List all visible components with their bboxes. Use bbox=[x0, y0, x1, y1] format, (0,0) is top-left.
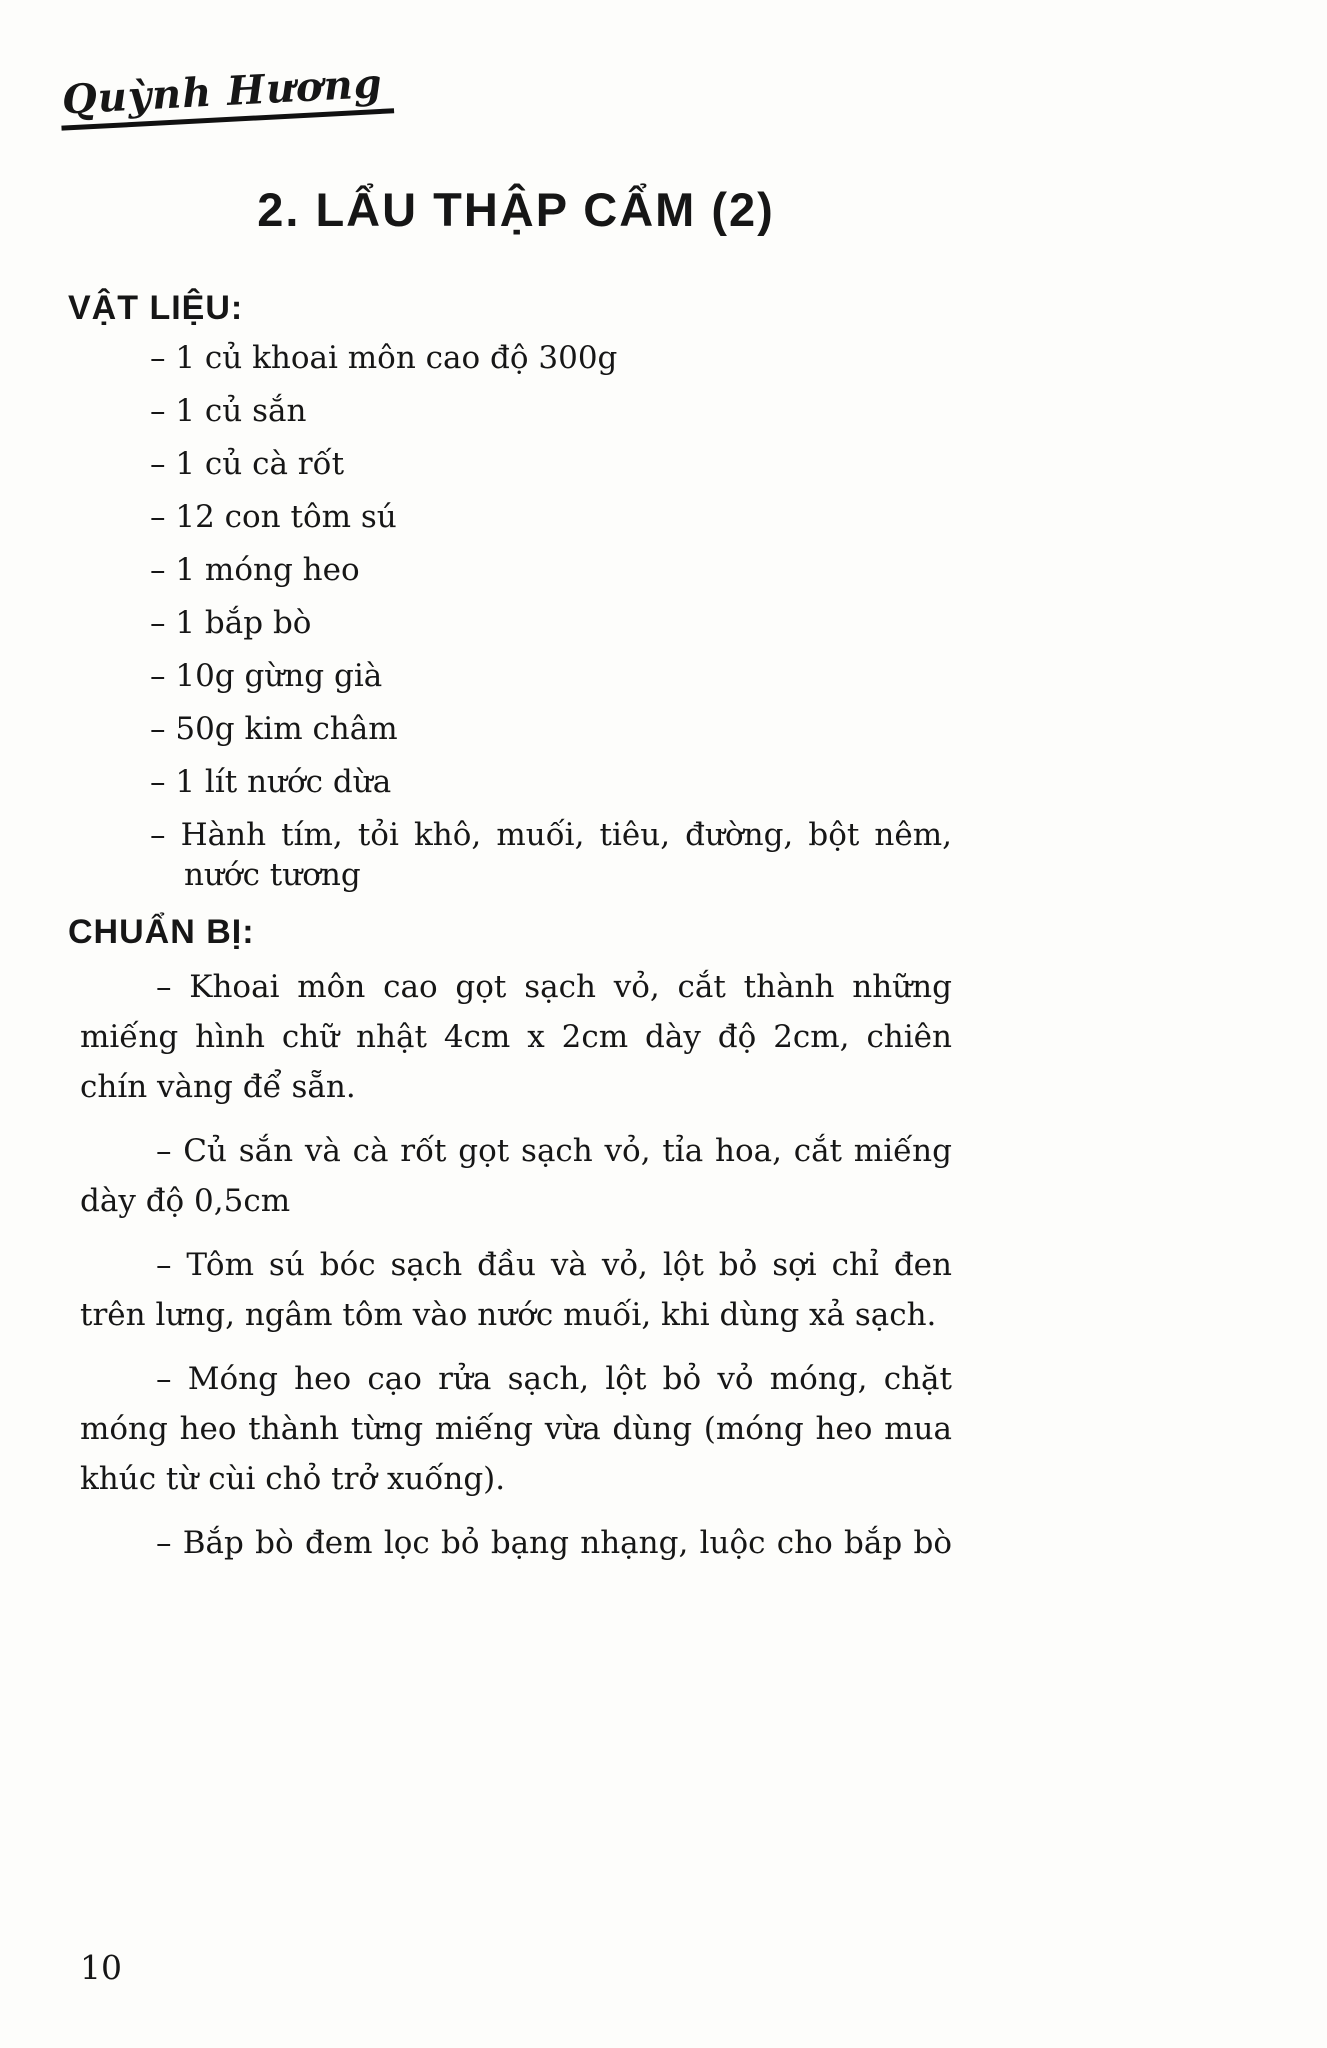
ingredients-section bbox=[68, 289, 952, 895]
publisher-signature: Quỳnh Hương bbox=[59, 59, 394, 130]
preparation-paragraph: – Tôm sú bóc sạch đầu và vỏ, lột bỏ sợi chỉ đen trên lưng, ngâm tôm vào nước muối, khi dùng xả sạch. bbox=[80, 1247, 952, 1333]
preparation-section bbox=[68, 913, 952, 1568]
ingredient-item: – 10g gừng già bbox=[150, 658, 383, 694]
ingredient-item: – Hành tím, tỏi khô, muối, tiêu, đường, bột nêm, nước tương bbox=[150, 817, 952, 893]
ingredient-item: – 12 con tôm sú bbox=[150, 499, 397, 535]
preparation-paragraph: – Móng heo cạo rửa sạch, lột bỏ vỏ móng, chặt móng heo thành từng miếng vừa dùng (móng heo mua khúc từ cùi chỏ trở xuống). bbox=[80, 1361, 952, 1497]
page-content bbox=[68, 0, 952, 1582]
ingredient-item: – 1 bắp bò bbox=[150, 605, 312, 641]
ingredient-item: – 1 móng heo bbox=[150, 552, 360, 588]
ingredient-item: – 1 củ cà rốt bbox=[150, 446, 345, 482]
ingredient-item: – 1 củ khoai môn cao độ 300g bbox=[150, 340, 618, 376]
preparation-paragraph: – Bắp bò đem lọc bỏ bạng nhạng, luộc cho bắp bò bbox=[156, 1525, 952, 1561]
preparation-heading: CHUẨN BỊ: bbox=[68, 913, 255, 951]
ingredients-heading: VẬT LIỆU: bbox=[68, 289, 244, 327]
ingredient-item: – 1 lít nước dừa bbox=[150, 764, 392, 800]
ingredient-item: – 1 củ sắn bbox=[150, 393, 307, 429]
recipe-title: 2. LẨU THẬP CẨM (2) bbox=[257, 183, 775, 236]
preparation-paragraph: – Khoai môn cao gọt sạch vỏ, cắt thành những miếng hình chữ nhật 4cm x 2cm dày độ 2cm, chiên chín vàng để sẵn. bbox=[80, 969, 952, 1105]
page-number: 10 bbox=[80, 1948, 122, 1987]
preparation-paragraph: – Củ sắn và cà rốt gọt sạch vỏ, tỉa hoa, cắt miếng dày độ 0,5cm bbox=[80, 1133, 952, 1219]
ingredient-list bbox=[80, 338, 952, 895]
preparation-steps bbox=[80, 962, 952, 1568]
ingredient-item: – 50g kim châm bbox=[150, 711, 398, 747]
